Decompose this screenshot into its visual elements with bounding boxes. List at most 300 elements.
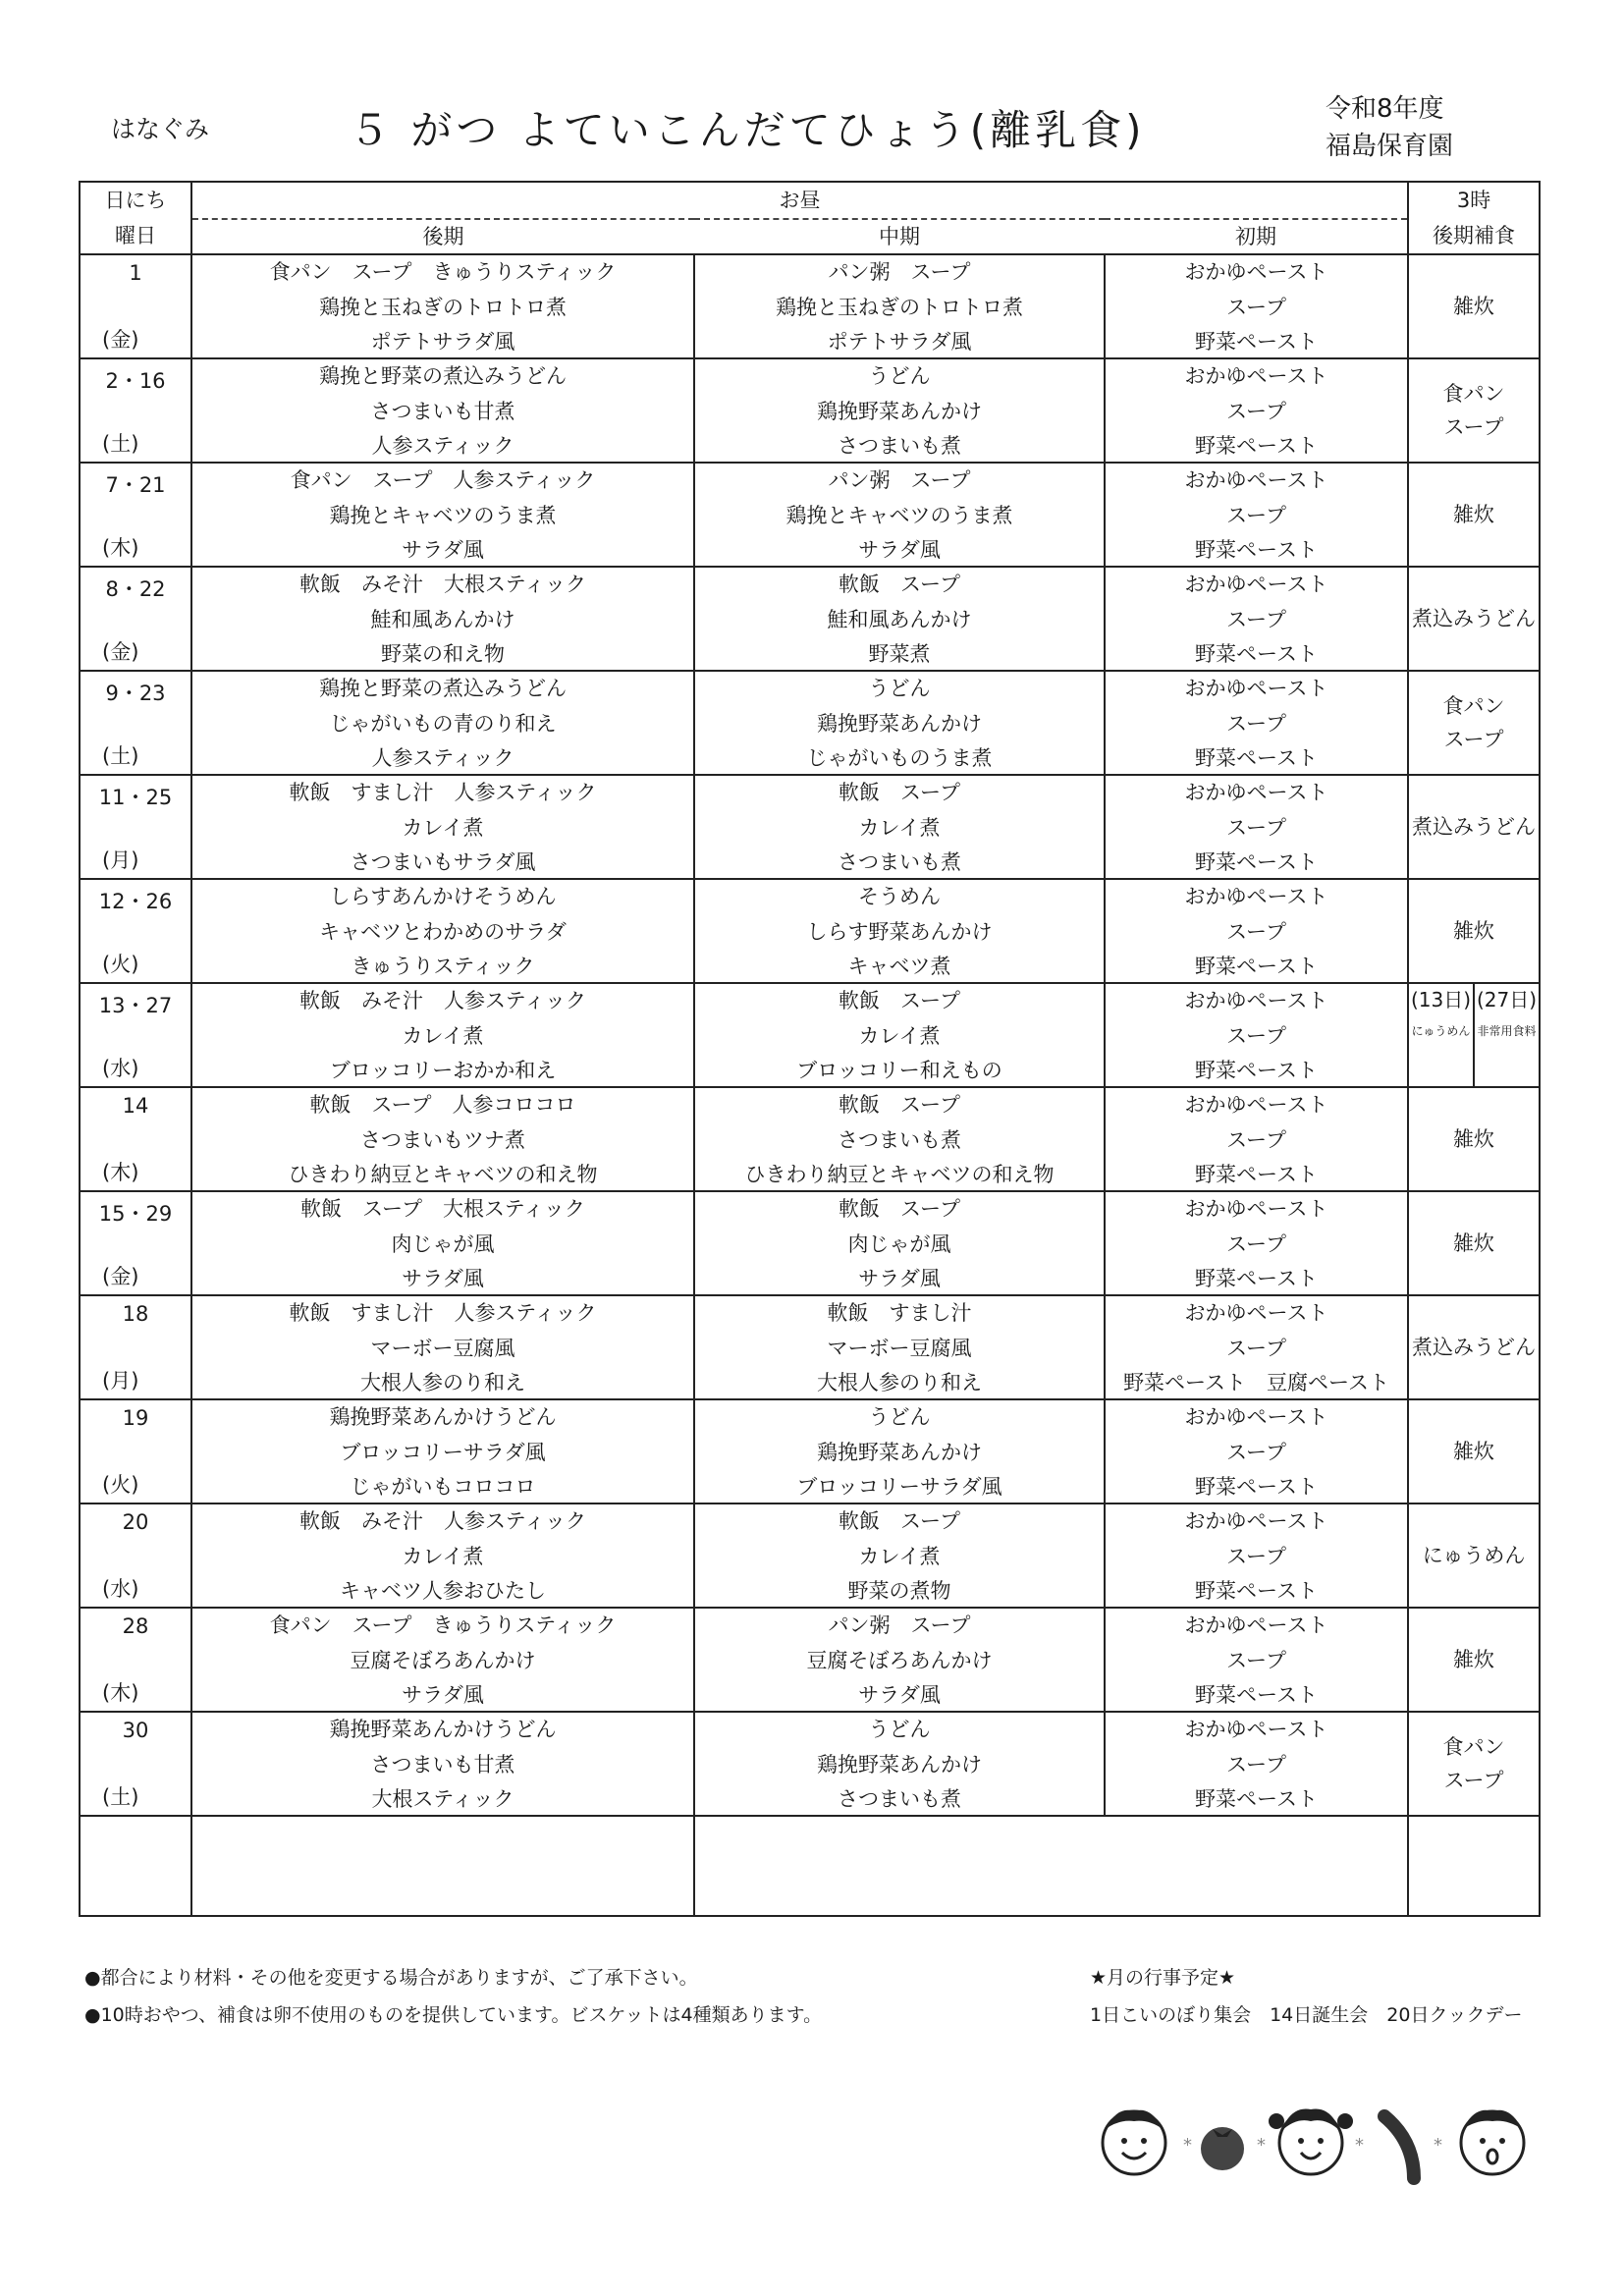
menu-item: 軟飯 すまし汁 人参スティック [289, 1301, 597, 1325]
weekday-text: (水) [102, 1057, 139, 1080]
snack-header: 3時 [1408, 182, 1540, 219]
menu-item: 鶏挽野菜あんかけ [817, 1440, 982, 1464]
early-menu-cell [1105, 463, 1408, 567]
date-cell [80, 463, 191, 567]
early-menu-cell [1105, 1087, 1408, 1191]
weekday-text: (月) [102, 848, 139, 872]
menu-item: 人参スティック [371, 434, 514, 458]
menu-item: 野菜の煮物 [847, 1579, 951, 1603]
date-cell [80, 775, 191, 879]
menu-item: さつまいもサラダ風 [350, 850, 536, 874]
menu-item: スープ [1226, 815, 1286, 840]
middle-menu-cell [694, 358, 1105, 463]
menu-item: 鶏挽野菜あんかけ [817, 399, 982, 423]
menu-item: 軟飯 みそ汁 人参スティック [299, 989, 586, 1012]
svg-text:*: * [1257, 2135, 1266, 2156]
menu-item: おかゆペースト [1184, 677, 1328, 700]
menu-item: パン粥 スープ [828, 260, 971, 284]
weekday-header: 曜日 [80, 219, 191, 254]
early-menu-cell [1105, 1295, 1408, 1399]
menu-item: 野菜ペースト [1195, 642, 1318, 666]
svg-text:*: * [1355, 2135, 1364, 2156]
snack-cell [1408, 1191, 1540, 1295]
menu-row [80, 254, 1540, 358]
early-menu-cell [1105, 1608, 1408, 1712]
weekday-text: (木) [102, 1161, 139, 1184]
late-menu-cell [191, 1503, 694, 1608]
menu-item: そうめん [858, 885, 941, 908]
menu-item: おかゆペースト [1184, 1718, 1328, 1741]
page-title: ５ がつ よていこんだてひょう(離乳食) [349, 106, 1146, 154]
menu-item: ポテトサラダ風 [370, 330, 515, 354]
menu-item: 軟飯 すまし汁 人参スティック [289, 781, 597, 804]
snack-cell [1408, 1503, 1540, 1608]
menu-item: おかゆペースト [1184, 1197, 1328, 1221]
menu-item: サラダ風 [402, 538, 484, 562]
empty-cell [191, 1816, 694, 1916]
middle-menu-cell [694, 1295, 1105, 1399]
menu-item: 人参スティック [371, 746, 514, 770]
menu-item: しらすあんかけそうめん [329, 885, 557, 908]
menu-item: 鶏挽と玉ねぎのトロトロ煮 [776, 295, 1023, 319]
snack-item: 雑炊 [1453, 1440, 1495, 1463]
menu-row [80, 1712, 1540, 1816]
menu-item: 野菜ペースト [1195, 1787, 1318, 1811]
middle-menu-cell [694, 983, 1105, 1087]
date-text: 18 [122, 1302, 149, 1326]
snack-cell [1408, 879, 1540, 983]
empty-cell [1408, 1816, 1540, 1916]
late-menu-cell [191, 1399, 694, 1503]
menu-item: ブロッコリー和えもの [796, 1059, 1002, 1082]
early-menu-cell [1105, 254, 1408, 358]
menu-item: サラダ風 [858, 538, 941, 562]
snack-cell [1408, 983, 1540, 1087]
menu-row [80, 983, 1540, 1087]
menu-row [80, 1191, 1540, 1295]
snack-cell [1408, 775, 1540, 879]
late-menu-cell [191, 358, 694, 463]
menu-item: 食パン スープ 人参スティック [290, 468, 596, 492]
snack-item: 雑炊 [1453, 295, 1495, 318]
menu-item: 野菜ペースト [1195, 538, 1318, 562]
menu-item: キャベツ人参おひたし [340, 1579, 546, 1603]
svg-text:*: * [1434, 2135, 1442, 2156]
events-items: 1日こいのぼり集会 14日誕生会 20日クックデー [1090, 2004, 1523, 2026]
menu-item: おかゆペースト [1184, 1405, 1328, 1429]
menu-item: しらす野菜あんかけ [806, 919, 993, 944]
menu-item: さつまいも煮 [838, 434, 961, 458]
date-text: 12・26 [98, 890, 173, 913]
menu-item: スープ [1226, 295, 1286, 319]
menu-row [80, 1503, 1540, 1608]
snack-date-label: (27日) [1477, 988, 1538, 1011]
snack-cell [1408, 1087, 1540, 1191]
menu-item: 野菜ペースト [1195, 850, 1318, 874]
snack-cell [1408, 1295, 1540, 1399]
menu-item: ブロッコリーおかか和え [329, 1059, 557, 1082]
menu-item: 軟飯 みそ汁 人参スティック [299, 1509, 586, 1533]
menu-item: マーボー豆腐風 [370, 1336, 515, 1360]
menu-item: スープ [1226, 1231, 1286, 1256]
menu-row [80, 463, 1540, 567]
menu-item: おかゆペースト [1184, 989, 1328, 1012]
menu-item: スープ [1226, 1127, 1286, 1152]
early-header: 初期 [1105, 219, 1408, 254]
menu-item: 軟飯 スープ 大根スティック [300, 1197, 585, 1221]
menu-item: サラダ風 [402, 1267, 484, 1290]
menu-item: 鶏挽野菜あんかけ [817, 1752, 982, 1777]
events [1090, 1959, 1522, 2034]
snack-item: 非常用食料 [1477, 1024, 1537, 1038]
cucumber-icon [1384, 2116, 1414, 2178]
weekday-text: (木) [102, 536, 139, 560]
menu-item: 軟飯 スープ [839, 989, 960, 1012]
middle-menu-cell [694, 1399, 1105, 1503]
date-cell [80, 879, 191, 983]
early-menu-cell [1105, 1191, 1408, 1295]
menu-item: 野菜ペースト [1195, 1475, 1318, 1499]
middle-menu-cell [694, 879, 1105, 983]
snack-item: 煮込みうどん [1412, 1336, 1537, 1359]
menu-item: ブロッコリーサラダ風 [796, 1475, 1002, 1499]
menu-item: おかゆペースト [1184, 1301, 1328, 1325]
menu-item: おかゆペースト [1184, 364, 1328, 388]
snack-item: 煮込みうどん [1412, 815, 1537, 839]
date-text: 19 [122, 1406, 149, 1430]
menu-item: 軟飯 スープ [839, 1093, 960, 1117]
snack-item: 食パン [1442, 1735, 1505, 1759]
menu-item: うどん [868, 1718, 931, 1741]
fiscal-year: 令和8年度 [1326, 94, 1444, 124]
date-text: 28 [122, 1614, 149, 1638]
menu-item: 鶏挽野菜あんかけ [817, 711, 982, 736]
menu-item: 軟飯 スープ [839, 781, 960, 804]
menu-row [80, 567, 1540, 671]
menu-item: 豆腐そぼろあんかけ [350, 1648, 536, 1672]
menu-item: うどん [868, 1405, 931, 1429]
menu-item: じゃがいものうま煮 [806, 746, 993, 770]
menu-item: カレイ煮 [858, 815, 941, 840]
snack-item: 雑炊 [1453, 1231, 1495, 1255]
menu-item: 軟飯 スープ [839, 1197, 960, 1221]
nursery-name: 福島保育園 [1326, 132, 1454, 161]
snack-cell [1408, 254, 1540, 358]
header-right [1326, 90, 1453, 165]
menu-item: スープ [1226, 1752, 1286, 1777]
date-cell [80, 671, 191, 775]
menu-item: 野菜煮 [868, 642, 931, 666]
snack-item: スープ [1443, 415, 1504, 439]
early-menu-cell [1105, 775, 1408, 879]
menu-item: ポテトサラダ風 [827, 330, 972, 354]
menu-item: うどん [868, 677, 931, 700]
snack-item: 食パン [1442, 382, 1505, 406]
early-menu-cell [1105, 1503, 1408, 1608]
weekday-text: (火) [102, 953, 139, 976]
middle-menu-cell [694, 463, 1105, 567]
snack-item: にゅうめん [1411, 1024, 1471, 1038]
menu-item: スープ [1226, 399, 1286, 423]
menu-item: 鶏挽と玉ねぎのトロトロ煮 [319, 295, 567, 319]
menu-item: じゃがいもコロコロ [350, 1475, 536, 1499]
menu-item: 鶏挽と野菜の煮込みうどん [319, 364, 567, 388]
late-menu-cell [191, 1295, 694, 1399]
weekday-text: (金) [102, 328, 139, 352]
note-line: ●10時おやつ、補食は卵不使用のものを提供しています。ビスケットは4種類あります。 [84, 2004, 823, 2026]
menu-row [80, 1608, 1540, 1712]
menu-table [79, 181, 1541, 1917]
menu-item: おかゆペースト [1184, 781, 1328, 804]
events-title: ★月の行事予定★ [1090, 1967, 1236, 1989]
menu-item: 軟飯 スープ [839, 573, 960, 596]
notes [84, 1959, 822, 2034]
menu-item: きゅうりスティック [351, 955, 535, 978]
early-menu-cell [1105, 1712, 1408, 1816]
menu-item: おかゆペースト [1184, 885, 1328, 908]
menu-item: 野菜ペースト [1195, 434, 1318, 458]
menu-item: おかゆペースト [1184, 573, 1328, 596]
menu-item: さつまいも甘煮 [370, 1752, 515, 1777]
menu-item: 軟飯 すまし汁 [827, 1301, 972, 1325]
date-text: 15・29 [98, 1202, 173, 1226]
menu-item: 野菜ペースト 豆腐ペースト [1123, 1371, 1389, 1394]
date-cell [80, 1712, 191, 1816]
menu-item: 野菜ペースト [1195, 330, 1318, 354]
weekday-text: (月) [102, 1369, 139, 1393]
lunch-header: お昼 [191, 182, 1408, 219]
weekday-text: (木) [102, 1681, 139, 1705]
date-cell [80, 358, 191, 463]
menu-item: サラダ風 [858, 1683, 941, 1707]
menu-item: 鶏挽とキャベツのうま煮 [329, 503, 557, 527]
late-menu-cell [191, 463, 694, 567]
menu-item: おかゆペースト [1184, 1613, 1328, 1637]
middle-menu-cell [694, 1712, 1105, 1816]
snack-item: にゅうめん [1422, 1544, 1526, 1567]
empty-cell [694, 1816, 1408, 1916]
middle-menu-cell [694, 1608, 1105, 1712]
snack-cell [1408, 463, 1540, 567]
class-name: はなぐみ [111, 115, 210, 143]
menu-item: 鶏挽野菜あんかけうどん [329, 1718, 557, 1741]
weekday-text: (土) [102, 1785, 139, 1809]
snack-item: 雑炊 [1453, 1648, 1495, 1671]
early-menu-cell [1105, 567, 1408, 671]
weekday-text: (水) [102, 1577, 139, 1601]
late-menu-cell [191, 983, 694, 1087]
menu-row [80, 1295, 1540, 1399]
menu-item: カレイ煮 [402, 1544, 484, 1568]
menu-item: おかゆペースト [1184, 1509, 1328, 1533]
late-header: 後期 [191, 219, 694, 254]
date-cell [80, 1295, 191, 1399]
date-text: 11・25 [98, 786, 173, 809]
late-menu-cell [191, 879, 694, 983]
menu-item: うどん [868, 364, 931, 388]
boy-face-icon [1103, 2110, 1165, 2174]
date-text: 8・22 [105, 577, 166, 601]
menu-item: 肉じゃが風 [391, 1231, 495, 1256]
early-menu-cell [1105, 358, 1408, 463]
menu-item: スープ [1226, 919, 1286, 944]
snack-item: 雑炊 [1453, 1127, 1495, 1151]
early-menu-cell [1105, 671, 1408, 775]
menu-item: スープ [1226, 711, 1286, 736]
menu-item: カレイ煮 [858, 1023, 941, 1048]
late-menu-cell [191, 1191, 694, 1295]
snack-item: 雑炊 [1453, 919, 1495, 943]
snack-item: 食パン [1442, 694, 1505, 718]
date-cell [80, 1399, 191, 1503]
menu-item: 野菜ペースト [1195, 955, 1318, 978]
middle-menu-cell [694, 671, 1105, 775]
late-menu-cell [191, 671, 694, 775]
menu-item: 鶏挽野菜あんかけうどん [329, 1405, 557, 1429]
menu-item: おかゆペースト [1184, 1093, 1328, 1117]
date-text: 1 [129, 261, 142, 285]
menu-row [80, 775, 1540, 879]
snack-cell [1408, 1399, 1540, 1503]
menu-item: スープ [1226, 1544, 1286, 1568]
menu-item: 軟飯 スープ 人参コロコロ [309, 1093, 576, 1117]
menu-item: キャベツとわかめのサラダ [319, 919, 567, 944]
weekday-text: (土) [102, 432, 139, 456]
menu-item: さつまいも煮 [838, 850, 961, 874]
early-menu-cell [1105, 879, 1408, 983]
date-text: 30 [122, 1719, 149, 1742]
menu-item: 野菜の和え物 [381, 642, 505, 666]
middle-menu-cell [694, 567, 1105, 671]
menu-item: 大根人参のり和え [360, 1371, 525, 1394]
menu-item: 野菜ペースト [1195, 1059, 1318, 1082]
date-text: 7・21 [105, 473, 166, 497]
menu-item: ひきわり納豆とキャベツの和え物 [744, 1163, 1055, 1186]
late-menu-cell [191, 1608, 694, 1712]
menu-row [80, 879, 1540, 983]
empty-row [80, 1816, 1540, 1916]
menu-item: スープ [1226, 503, 1286, 527]
snack-item: スープ [1443, 1769, 1504, 1792]
menu-item: 食パン スープ きゅうりスティック [269, 1613, 617, 1637]
menu-item: 野菜ペースト [1195, 746, 1318, 770]
menu-item: 軟飯 みそ汁 大根スティック [299, 573, 586, 596]
date-cell [80, 1087, 191, 1191]
menu-item: 大根スティック [371, 1787, 514, 1811]
snack-item: スープ [1443, 728, 1504, 751]
snack-cell [1408, 358, 1540, 463]
menu-item: ひきわり納豆とキャベツの和え物 [288, 1163, 598, 1186]
menu-item: 野菜ペースト [1195, 1683, 1318, 1707]
late-menu-cell [191, 1712, 694, 1816]
date-cell [80, 983, 191, 1087]
menu-item: スープ [1226, 607, 1286, 631]
middle-menu-cell [694, 254, 1105, 358]
menu-item: 野菜ペースト [1195, 1579, 1318, 1603]
menu-item: マーボー豆腐風 [827, 1336, 972, 1360]
middle-menu-cell [694, 1087, 1105, 1191]
middle-menu-cell [694, 1503, 1105, 1608]
boy-face-icon [1461, 2110, 1524, 2174]
snack-cell [1408, 671, 1540, 775]
menu-item: 鮭和風あんかけ [370, 607, 515, 631]
date-cell [80, 1191, 191, 1295]
menu-item: スープ [1226, 1023, 1286, 1048]
menu-item: カレイ煮 [402, 1023, 484, 1048]
snack-item: 雑炊 [1453, 503, 1495, 526]
menu-row [80, 671, 1540, 775]
menu-row [80, 358, 1540, 463]
menu-row [80, 1087, 1540, 1191]
menu-item: 豆腐そぼろあんかけ [806, 1648, 993, 1672]
snack-cell [1408, 567, 1540, 671]
menu-item: サラダ風 [402, 1683, 484, 1707]
menu-item: パン粥 スープ [828, 468, 971, 492]
menu-item: 肉じゃが風 [847, 1231, 951, 1256]
menu-item: さつまいもツナ煮 [360, 1127, 525, 1152]
menu-item: 軟飯 スープ [839, 1509, 960, 1533]
menu-item: スープ [1226, 1440, 1286, 1464]
menu-item: さつまいも煮 [838, 1127, 961, 1152]
weekday-text: (火) [102, 1473, 139, 1497]
menu-item: さつまいも煮 [838, 1787, 961, 1811]
menu-item: キャベツ煮 [847, 955, 951, 978]
date-text: 9・23 [105, 682, 166, 705]
late-menu-cell [191, 254, 694, 358]
snack-cell [1408, 1608, 1540, 1712]
menu-item: ブロッコリーサラダ風 [340, 1440, 546, 1464]
weekday-text: (土) [102, 744, 139, 768]
menu-item: サラダ風 [858, 1267, 941, 1290]
snack-sub-header: 後期補食 [1408, 219, 1540, 254]
menu-item: おかゆペースト [1184, 260, 1328, 284]
menu-row [80, 1399, 1540, 1503]
menu-item: カレイ煮 [858, 1544, 941, 1568]
date-cell [80, 1608, 191, 1712]
menu-item: スープ [1226, 1336, 1286, 1360]
tomato-icon [1201, 2127, 1244, 2170]
snack-cell [1408, 1712, 1540, 1816]
weekday-text: (金) [102, 640, 139, 664]
early-menu-cell [1105, 983, 1408, 1087]
date-text: 2・16 [105, 369, 166, 393]
late-menu-cell [191, 567, 694, 671]
late-menu-cell [191, 1087, 694, 1191]
early-menu-cell [1105, 1399, 1408, 1503]
svg-text:*: * [1183, 2135, 1192, 2156]
snack-date-label: (13日) [1411, 988, 1472, 1011]
late-menu-cell [191, 775, 694, 879]
middle-header: 中期 [694, 219, 1105, 254]
menu-item: 鶏挽とキャベツのうま煮 [785, 503, 1013, 527]
date-header: 日にち [80, 182, 191, 219]
snack-item: 煮込みうどん [1412, 607, 1537, 630]
date-text: 14 [122, 1094, 149, 1118]
middle-menu-cell [694, 775, 1105, 879]
date-cell [80, 254, 191, 358]
menu-item: じゃがいもの青のり和え [329, 711, 557, 736]
menu-item: カレイ煮 [402, 815, 484, 840]
empty-cell [80, 1816, 191, 1916]
date-cell [80, 567, 191, 671]
menu-item: パン粥 スープ [828, 1613, 971, 1637]
note-line: ●都合により材料・その他を変更する場合がありますが、ご了承下さい。 [84, 1967, 698, 1989]
menu-item: スープ [1226, 1648, 1286, 1672]
menu-item: 野菜ペースト [1195, 1267, 1318, 1290]
date-text: 13・27 [98, 994, 173, 1017]
menu-item: 大根人参のり和え [817, 1371, 982, 1394]
menu-item: さつまいも甘煮 [370, 399, 515, 423]
